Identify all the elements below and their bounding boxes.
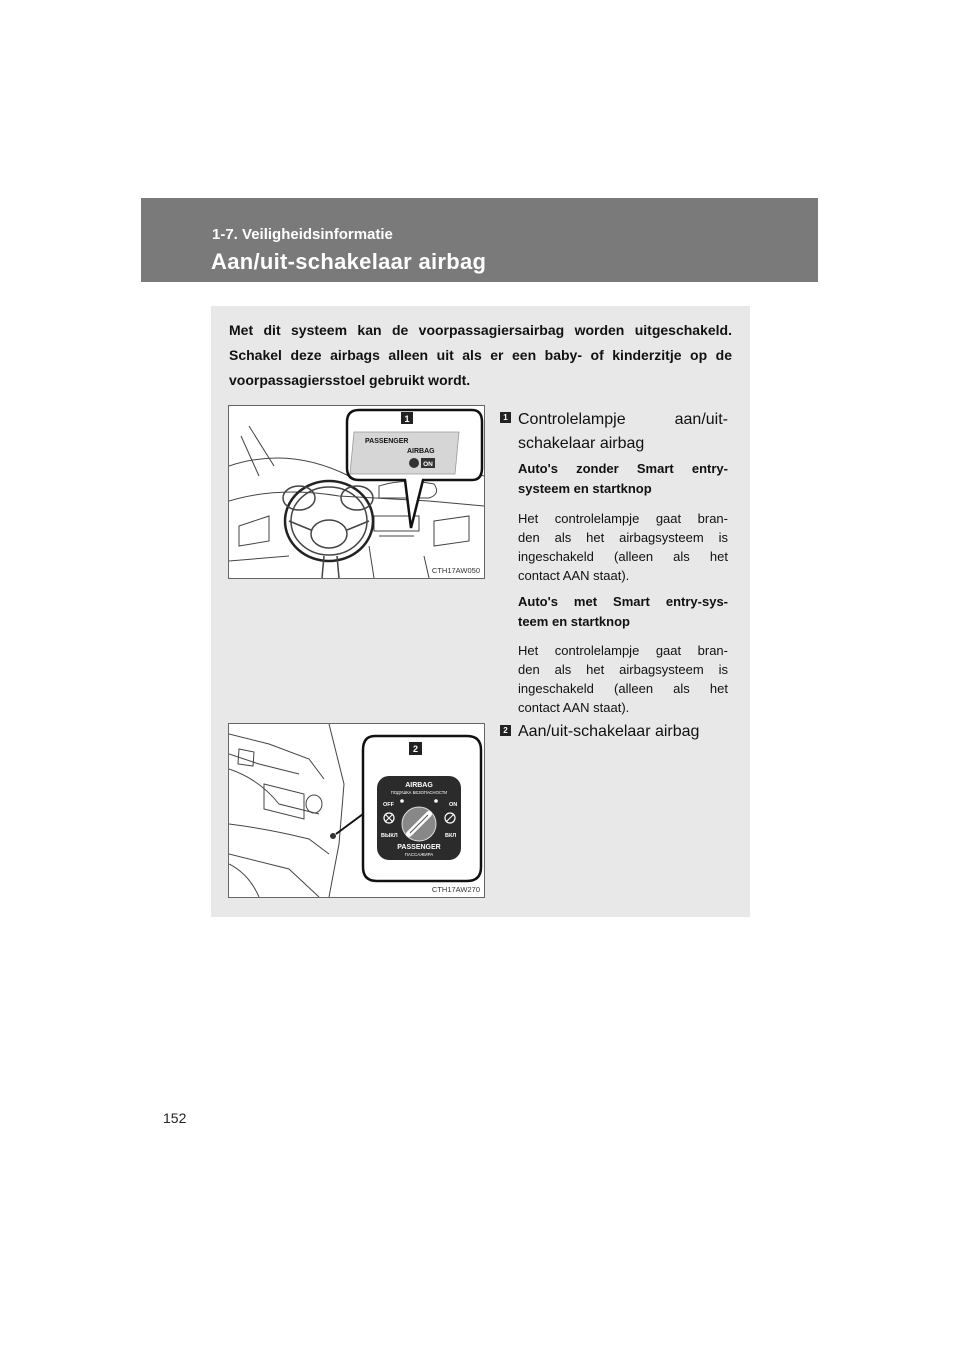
- variant-2-heading-line2: teem en startknop: [518, 614, 630, 629]
- switch-label-on-ru: ВКЛ: [445, 833, 457, 839]
- item-marker-2: 2: [500, 725, 511, 736]
- item-2-title: Aan/uit-schakelaar airbag: [518, 723, 700, 740]
- switch-label-airbag-ru: ПОДУШКА БЕЗОПАСНОСТИ: [390, 790, 448, 795]
- variant-1-text-line3: ingeschakeld (alleen als het: [518, 549, 728, 564]
- figure-code: CTH17AW050: [431, 566, 480, 575]
- intro-text: Met dit systeem kan de voorpassagiersairbag worden uitgeschakeld. Schakel deze airbags alleen uit als er een baby- of kinderzitje op de voorpassagiersstoel gebruikt wordt.: [229, 322, 732, 388]
- variant-2-text-line3: ingeschakeld (alleen als het: [518, 681, 728, 696]
- figure-code: CTH17AW270: [431, 885, 480, 894]
- variant-1-heading-line1: Auto's zonder Smart entry-: [518, 461, 728, 476]
- label-on: ON: [423, 461, 433, 468]
- page-title: Aan/uit-schakelaar airbag: [211, 249, 487, 274]
- item-1-title-line2: schakelaar airbag: [518, 435, 645, 452]
- figure-callout-2: 2: [412, 744, 419, 754]
- variant-1-heading-line2: systeem en startknop: [518, 481, 652, 496]
- variant-2-text-line4: contact AAN staat).: [518, 700, 630, 715]
- switch-drawing: [229, 724, 484, 897]
- item-1-title-line1: Controlelampje aan/uit-: [518, 411, 728, 428]
- label-passenger: PASSENGER: [365, 438, 409, 445]
- variant-1-text-line1: Het controlelampje gaat bran-: [518, 511, 728, 526]
- switch-label-airbag: AIRBAG: [405, 782, 433, 789]
- variant-2-text-line2: den als het airbagsysteem is: [518, 662, 728, 677]
- variant-1-text-line4: contact AAN staat).: [518, 568, 630, 583]
- switch-label-on: ON: [449, 802, 458, 808]
- dashboard-illustration: [228, 405, 485, 579]
- switch-label-passenger-ru: ПАССАЖИРА: [404, 852, 434, 857]
- variant-1-text-line2: den als het airbagsysteem is: [518, 530, 728, 545]
- switch-label-passenger: PASSENGER: [397, 844, 441, 851]
- page-number: 152: [163, 1110, 187, 1126]
- figure-callout-1: 1: [404, 414, 410, 424]
- variant-2-heading-line1: Auto's met Smart entry-sys-: [518, 594, 728, 609]
- switch-illustration: [228, 723, 485, 898]
- item-marker-1: 1: [500, 412, 511, 423]
- switch-label-off-ru: ВЫКЛ: [381, 833, 398, 839]
- switch-label-off: OFF: [383, 802, 394, 808]
- label-airbag: AIRBAG: [407, 448, 435, 455]
- section-label: 1-7. Veiligheidsinformatie: [212, 226, 393, 243]
- dashboard-drawing: [229, 406, 484, 578]
- variant-2-text-line1: Het controlelampje gaat bran-: [518, 643, 728, 658]
